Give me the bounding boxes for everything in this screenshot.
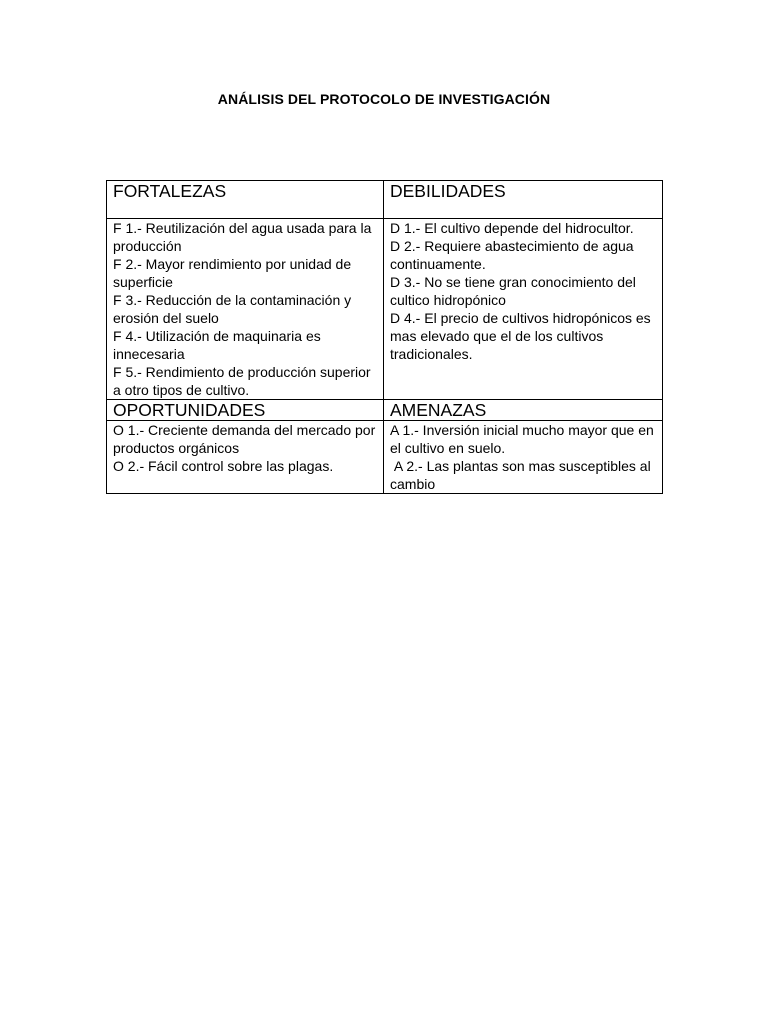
table-row — [107, 421, 663, 494]
fortaleza-item: F 2.- Mayor rendimiento por unidad de superficie — [113, 256, 356, 290]
table-row — [107, 181, 663, 219]
oportunidad-item: O 1.- Creciente demanda del mercado por productos orgánicos — [113, 422, 380, 456]
debilidades-cell — [384, 219, 663, 400]
amenazas-header: AMENAZAS — [384, 400, 663, 421]
fortalezas-header: FORTALEZAS — [107, 181, 384, 219]
oportunidades-header: OPORTUNIDADES — [107, 400, 384, 421]
debilidad-item: D 4.- El precio de cultivos hidropónicos es mas elevado que el de los cultivos tradicionales. — [390, 310, 655, 362]
debilidad-item: D 3.- No se tiene gran conocimiento del cultico hidropónico — [390, 274, 640, 308]
debilidad-item: D 2.- Requiere abastecimiento de agua continuamente. — [390, 238, 638, 272]
table-row — [107, 219, 663, 400]
fortaleza-item: F 4.- Utilización de maquinaria es innecesaria — [113, 328, 325, 362]
debilidad-item: D 1.- El cultivo depende del hidrocultor. — [390, 220, 634, 236]
page-title: ANÁLISIS DEL PROTOCOLO DE INVESTIGACIÓN — [217, 91, 551, 107]
fortaleza-item: F 5.- Rendimiento de producción superior a otro tipos de cultivo. — [113, 364, 379, 398]
amenaza-item: A 1.- Inversión inicial mucho mayor que en el cultivo en suelo. — [390, 422, 658, 456]
table-row — [107, 400, 663, 421]
swot-table — [106, 180, 663, 494]
fortaleza-item: F 1.- Reutilización del agua usada para la producción — [113, 220, 376, 254]
debilidades-header: DEBILIDADES — [384, 181, 663, 219]
amenazas-cell — [384, 421, 663, 494]
fortaleza-item: F 3.- Reducción de la contaminación y erosión del suelo — [113, 292, 356, 326]
amenaza-item: A 2.- Las plantas son mas susceptibles al cambio — [390, 458, 655, 492]
oportunidades-cell — [107, 421, 384, 494]
oportunidad-item: O 2.- Fácil control sobre las plagas. — [113, 458, 334, 474]
fortalezas-cell — [107, 219, 384, 400]
